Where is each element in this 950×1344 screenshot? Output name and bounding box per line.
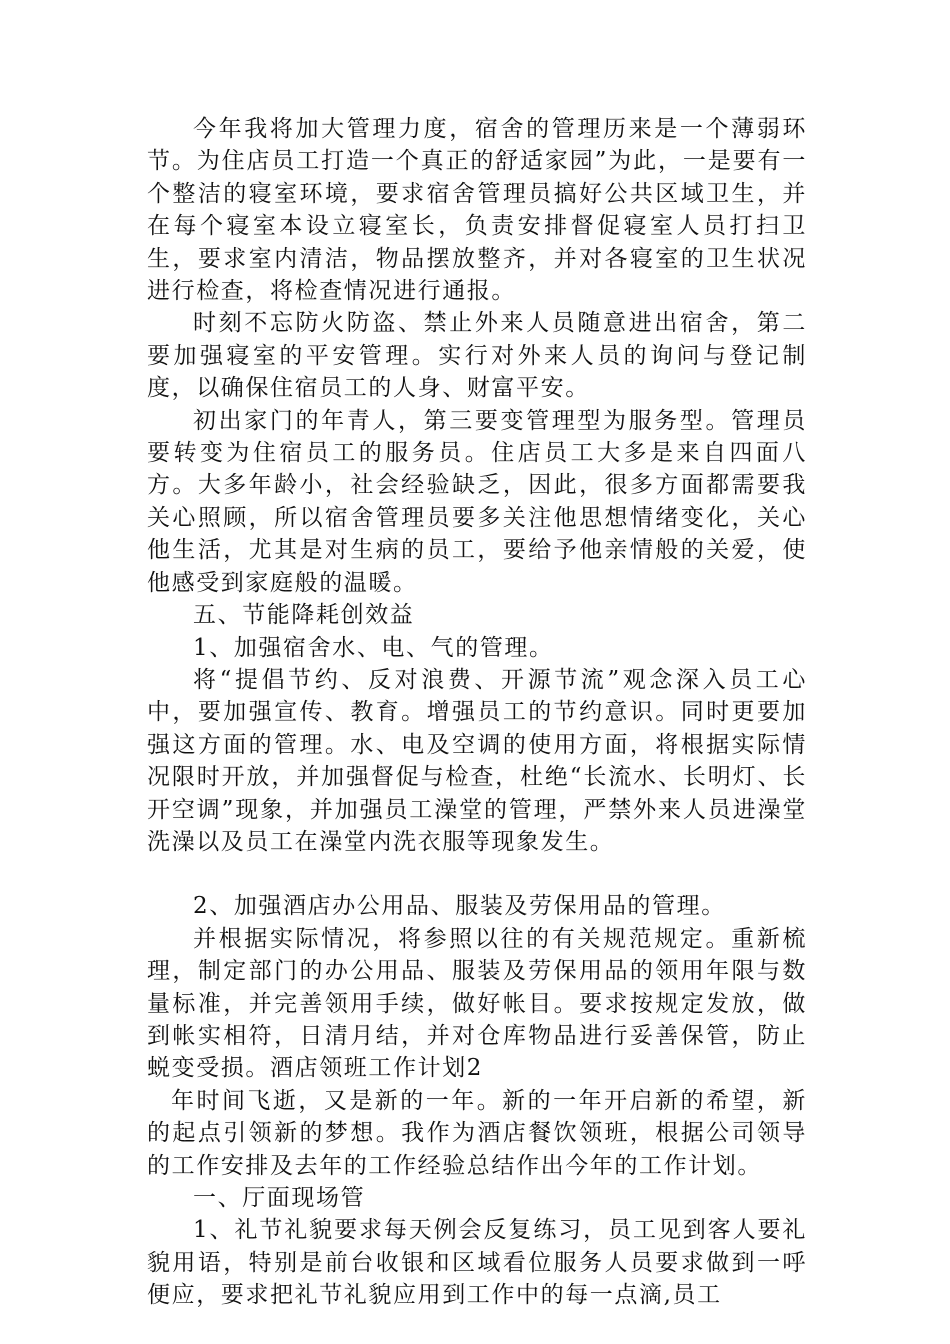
- document-body: [147, 113, 807, 1312]
- section-heading-energy-saving: 五、节能降耗创效益: [193, 602, 415, 629]
- paragraph-saving-awareness: 将“提倡节约、反对浪费、开源节流”观念深入员工心中，要加强宣传、教育。增强员工的节约意识。同时更要加强这方面的管理。水、电及空调的使用方面，将根据实际情况限时开放，并加强督促与检查，杜绝“长流水、长明灯、长开空调”现象，并加强员工澡堂的管理，严禁外来人员进澡堂洗澡以及员工在澡堂内洗衣服等现象发生。: [147, 666, 807, 855]
- paragraph-supplies-standards: 并根据实际情况，将参照以往的有关规范规定。重新梳理，制定部门的办公用品、服装及劳保用品的领用年限与数量标准，并完善领用手续，做好帐目。要求按规定发放，做到帐实相符，日清月结，并对仓库物品进行妥善保管，防止蜕变受损。酒店领班工作计划2: [147, 925, 807, 1082]
- paragraph-new-year-plan: 年时间飞逝，又是新的一年。新的一年开启新的希望，新的起点引领新的梦想。我作为酒店餐饮领班，根据公司领导的工作安排及去年的工作经验总结作出今年的工作计划。: [147, 1087, 807, 1179]
- blank-line: [147, 858, 807, 890]
- subheading-office-supplies: 2、加强酒店办公用品、服装及劳保用品的管理。: [193, 893, 726, 920]
- subheading-utilities: 1、加强宿舍水、电、气的管理。: [193, 634, 554, 661]
- section-heading-floor-management: 一、厅面现场管: [193, 1185, 366, 1211]
- paragraph-dormitory-safety: 时刻不忘防火防盗、禁止外来人员随意进出宿舍，第二要加强寝室的平安管理。实行对外来人员的询问与登记制度，以确保住宿员工的人身、财富平安。: [147, 310, 807, 402]
- paragraph-etiquette: 1、礼节礼貌要求每天例会反复练习，员工见到客人要礼貌用语，特别是前台收银和区域看位服务人员要求做到一呼便应，要求把礼节礼貌应用到工作中的每一点滴,员工: [147, 1217, 807, 1309]
- paragraph-dormitory-hygiene: 今年我将加大管理力度，宿舍的管理历来是一个薄弱环节。为住店员工打造一个真正的舒适家园”为此，一是要有一个整洁的寝室环境，要求宿舍管理员搞好公共区域卫生，并在每个寝室本设立寝室长，负责安排督促寝室人员打扫卫生，要求室内清洁，物品摆放整齐，并对各寝室的卫生状况进行检查，将检查情况进行通报。: [147, 116, 807, 305]
- paragraph-service-oriented: 初出家门的年青人，第三要变管理型为服务型。管理员要转变为住宿员工的服务员。住店员工大多是来自四面八方。大多年龄小，社会经验缺乏，因此，很多方面都需要我关心照顾，所以宿舍管理员要多关注他思想情绪变化，关心他生活，尤其是对生病的员工，要给予他亲情般的关爱，使他感受到家庭般的温暖。: [147, 407, 807, 596]
